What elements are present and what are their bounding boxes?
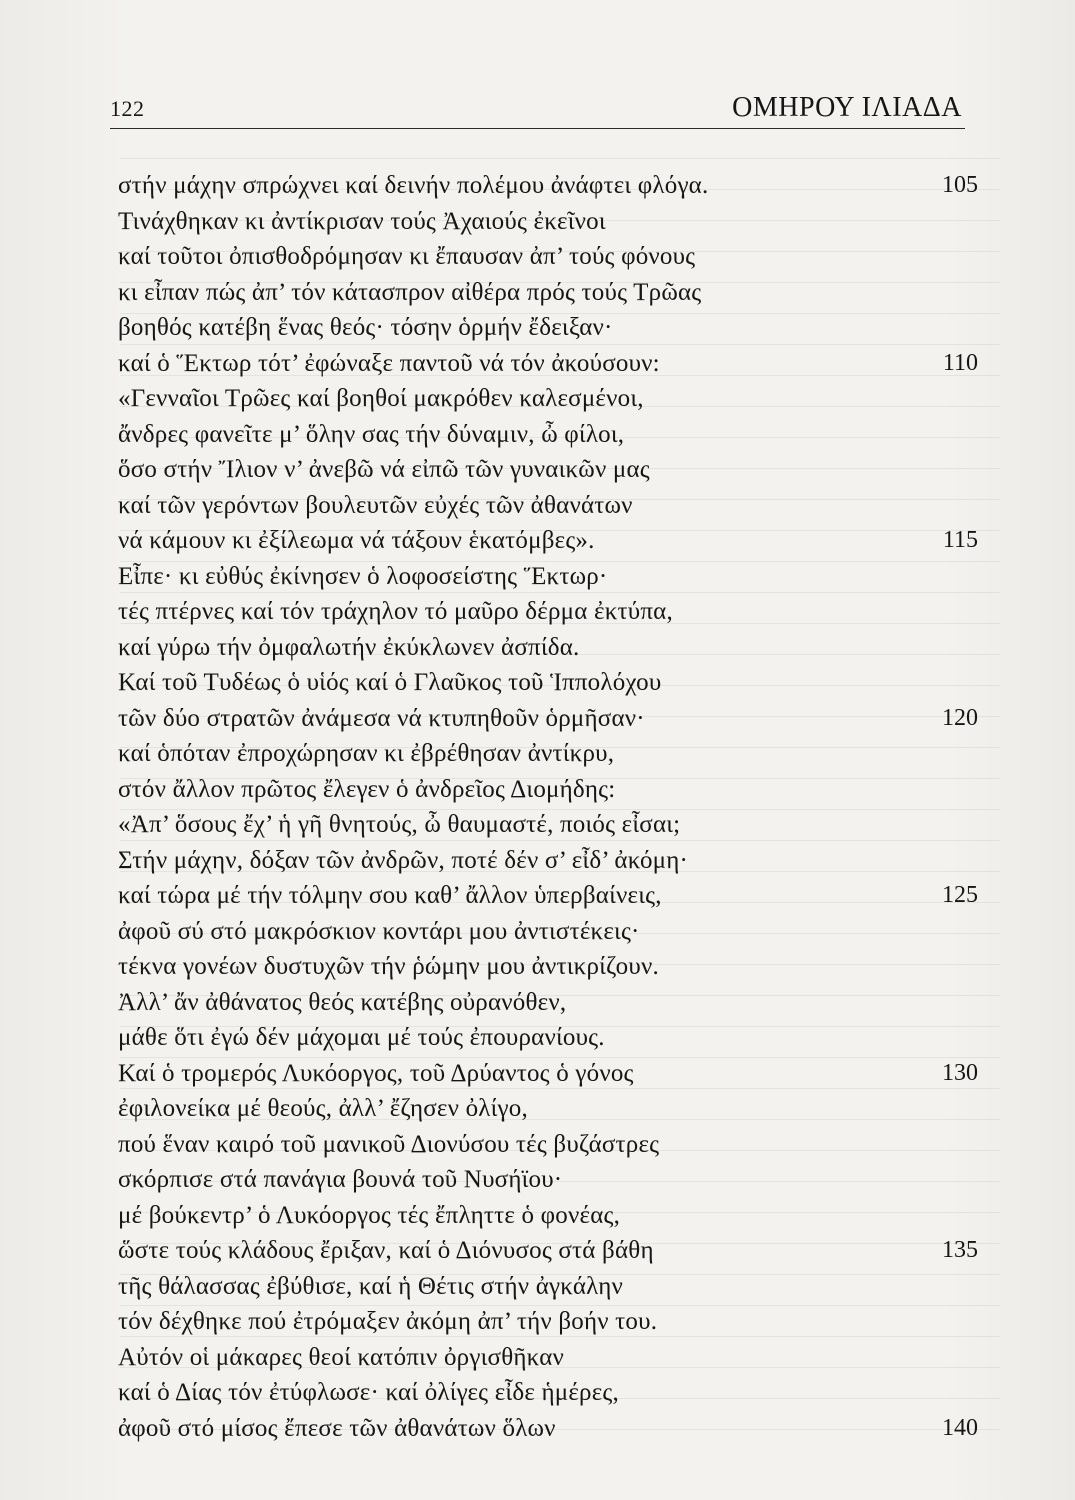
verse-line bbox=[118, 1375, 978, 1411]
verse-text: τῶν δύο στρατῶν ἀνάμεσα νά κτυπηθοῦν ὁρμῆσαν· bbox=[118, 704, 645, 732]
verse-text: στόν ἄλλον πρῶτος ἔλεγεν ὁ ἀνδρεῖος Διομήδης: bbox=[118, 775, 616, 803]
verse-text: ἄνδρες φανεῖτε μ’ ὅλην σας τήν δύναμιν, ὦ φίλοι, bbox=[118, 420, 625, 448]
line-number: 105 bbox=[942, 172, 978, 198]
verse-line bbox=[118, 1127, 978, 1163]
verse-line bbox=[118, 772, 978, 808]
verse-text: Στήν μάχην, δόξαν τῶν ἀνδρῶν, ποτέ δέν σ’ εἶδ’ ἀκόμη· bbox=[118, 846, 689, 874]
verse-line bbox=[118, 452, 978, 488]
line-number: 130 bbox=[942, 1059, 978, 1086]
verse-text: ὥστε τούς κλάδους ἔριξαν, καί ὁ Διόνυσος στά βάθη bbox=[118, 1237, 654, 1264]
verse-line bbox=[118, 417, 978, 453]
verse-text: «Γενναῖοι Τρῶες καί βοηθοί μακρόθεν καλεσμένοι, bbox=[118, 385, 644, 412]
verse-text: καί ὁ Ἕκτωρ τότ’ ἐφώναξε παντοῦ νά τόν ἀκούσουν: bbox=[118, 349, 660, 377]
verse-text: τόν δέχθηκε πού ἐτρόμαξεν ἀκόμη ἀπ’ τήν βοήν του. bbox=[118, 1308, 658, 1335]
verse-line bbox=[118, 985, 978, 1021]
verse-line bbox=[118, 914, 978, 950]
book-title: ΟΜΗΡΟΥ ΙΛΙΑΔΑ bbox=[732, 92, 962, 123]
verse-line bbox=[118, 1340, 978, 1376]
verse-text: Καί ὁ τρομερός Λυκόοργος, τοῦ Δρύαντος ὁ γόνος bbox=[118, 1059, 634, 1087]
verse-line bbox=[118, 665, 978, 701]
verse-text: τῆς θάλασσας ἐβύθισε, καί ἡ Θέτις στήν ἀγκάλην bbox=[118, 1272, 624, 1300]
verse-text: καί ὁ Δίας τόν ἐτύφλωσε· καί ὀλίγες εἶδε ἡμέρες, bbox=[118, 1379, 619, 1406]
verse-line bbox=[118, 1411, 978, 1447]
verse-text: Ἀλλ’ ἄν ἀθάνατος θεός κατέβης οὐρανόθεν, bbox=[118, 988, 567, 1016]
verse-text: ἀφοῦ στό μίσος ἔπεσε τῶν ἀθανάτων ὅλων bbox=[118, 1414, 556, 1442]
verse-line bbox=[118, 701, 978, 737]
verse-text: πού ἕναν καιρό τοῦ μανικοῦ Διονύσου τές βυζάστρες bbox=[118, 1130, 660, 1158]
verse-text: καί τώρα μέ τήν τόλμην σου καθ’ ἄλλον ὑπερβαίνεις, bbox=[118, 882, 662, 909]
verse-line bbox=[118, 1162, 978, 1198]
running-head bbox=[110, 88, 970, 128]
verse-line bbox=[118, 949, 978, 985]
verse-line bbox=[118, 1233, 978, 1269]
verse-line bbox=[118, 168, 978, 204]
verse-text: νά κάμουν κι ἐξίλεωμα νά τάξουν ἑκατόμβες». bbox=[118, 527, 595, 554]
verse-text: Αὐτόν οἱ μάκαρες θεοί κατόπιν ὀργισθῆκαν bbox=[118, 1343, 565, 1371]
verse-line bbox=[118, 1198, 978, 1234]
verse-line bbox=[118, 1304, 978, 1340]
verse-line bbox=[118, 310, 978, 346]
verse-text: Καί τοῦ Τυδέως ὁ υἱός καί ὁ Γλαῦκος τοῦ Ἱππολόχου bbox=[118, 669, 662, 696]
verse-line bbox=[118, 1056, 978, 1092]
verse-text: «Ἀπ’ ὅσους ἔχ’ ἡ γῆ θνητούς, ὦ θαυμαστέ, ποιός εἶσαι; bbox=[118, 811, 681, 838]
verse-list bbox=[118, 168, 978, 1446]
verse-line bbox=[118, 807, 978, 843]
verse-text: ἀφοῦ σύ στό μακρόσκιον κοντάρι μου ἀντιστέκεις· bbox=[118, 917, 640, 945]
verse-line bbox=[118, 630, 978, 666]
line-number: 140 bbox=[942, 1414, 978, 1441]
verse-line bbox=[118, 1091, 978, 1127]
verse-text: καί τῶν γερόντων βουλευτῶν εὐχές τῶν ἀθανάτων bbox=[118, 491, 633, 519]
verse-text: καί ὁπόταν ἐπροχώρησαν κι ἐβρέθησαν ἀντίκρυ, bbox=[118, 740, 615, 767]
verse-line bbox=[118, 843, 978, 879]
page-number: 122 bbox=[110, 96, 145, 121]
verse-text: βοηθός κατέβη ἕνας θεός· τόσην ὁρμήν ἔδειξαν· bbox=[118, 314, 613, 341]
line-number: 110 bbox=[942, 349, 978, 376]
verse-line bbox=[118, 594, 978, 630]
verse-line bbox=[118, 878, 978, 914]
verse-text: Εἶπε· κι εὐθύς ἐκίνησεν ὁ λοφοσείστης Ἕκτωρ· bbox=[118, 562, 608, 590]
verse-text: μέ βούκεντρ’ ὁ Λυκόοργος τές ἔπληττε ὁ φονέας, bbox=[118, 1201, 621, 1229]
verse-line bbox=[118, 736, 978, 772]
verse-text: κι εἶπαν πώς ἀπ’ τόν κάτασπρον αἰθέρα πρός τούς Τρῶας bbox=[118, 278, 702, 306]
verse-line bbox=[118, 381, 978, 417]
verse-line bbox=[118, 488, 978, 524]
line-number: 120 bbox=[942, 704, 978, 731]
verse-text: τές πτέρνες καί τόν τράχηλον τό μαῦρο δέρμα ἐκτύπα, bbox=[118, 598, 673, 625]
line-number: 125 bbox=[942, 882, 978, 908]
line-number: 115 bbox=[942, 527, 978, 553]
header-rule bbox=[110, 128, 965, 129]
verse-text: στήν μάχην σπρώχνει καί δεινήν πολέμου ἀνάφτει φλόγα. bbox=[118, 172, 709, 199]
verse-text: καί γύρω τήν ὀμφαλωτήν ἐκύκλωνεν ἀσπίδα. bbox=[118, 633, 580, 661]
line-number: 135 bbox=[942, 1237, 978, 1263]
verse-line bbox=[118, 204, 978, 240]
verse-text: ὅσο στήν Ἴλιον ν’ ἀνεβῶ νά εἰπῶ τῶν γυναικῶν μας bbox=[118, 456, 650, 483]
verse-text: σκόρπισε στά πανάγια βουνά τοῦ Νυσήϊου· bbox=[118, 1166, 563, 1193]
verse-text: τέκνα γονέων δυστυχῶν τήν ῥώμην μου ἀντικρίζουν. bbox=[118, 953, 659, 980]
verse-line bbox=[118, 523, 978, 559]
verse-text: ἐφιλονείκα μέ θεούς, ἀλλ’ ἔζησεν ὀλίγο, bbox=[118, 1095, 528, 1122]
verse-line bbox=[118, 559, 978, 595]
verse-line bbox=[118, 1020, 978, 1056]
verse-line bbox=[118, 346, 978, 382]
verse-line bbox=[118, 1269, 978, 1305]
verse-text: Τινάχθηκαν κι ἀντίκρισαν τούς Ἀχαιούς ἐκεῖνοι bbox=[118, 207, 606, 235]
verse-line bbox=[118, 239, 978, 275]
verse-text: καί τοῦτοι ὀπισθοδρόμησαν κι ἔπαυσαν ἀπ’ τούς φόνους bbox=[118, 243, 696, 270]
verse-text: μάθε ὅτι ἐγώ δέν μάχομαι μέ τούς ἐπουρανίους. bbox=[118, 1024, 605, 1051]
verse-line bbox=[118, 275, 978, 311]
